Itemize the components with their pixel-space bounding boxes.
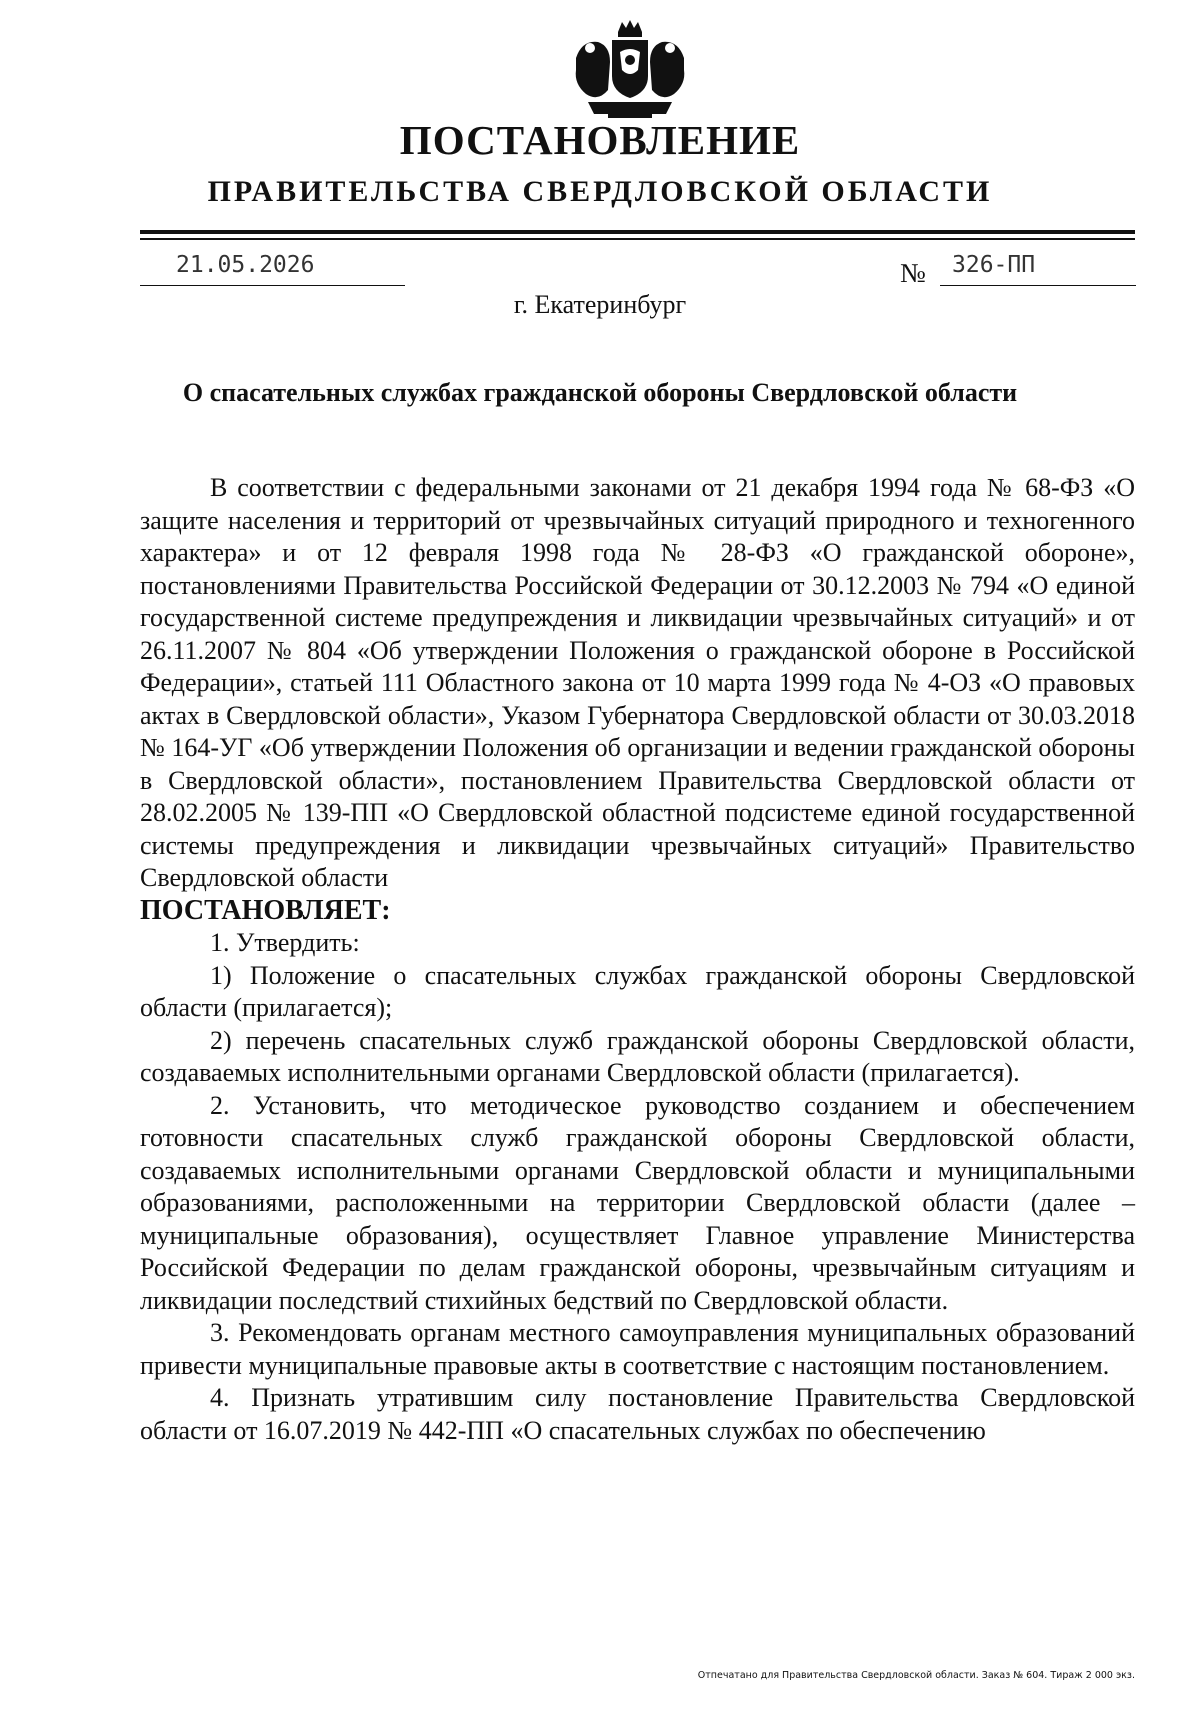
header-divider-thin xyxy=(140,238,1135,240)
clause-paragraph: 1) Положение о спасательных службах гражданской обороны Свердловской области (прилагается); xyxy=(140,960,1135,1022)
document-heading: О спасательных службах гражданской обороны Свердловской области xyxy=(182,378,1018,407)
issuer-subtitle: ПРАВИТЕЛЬСТВА СВЕРДЛОВСКОЙ ОБЛАСТИ xyxy=(207,175,993,208)
document-body xyxy=(140,472,1135,1447)
document-city: г. Екатеринбург xyxy=(513,290,687,319)
coat-of-arms-icon xyxy=(568,18,692,120)
clause-paragraph: 3. Рекомендовать органам местного самоуправления муниципальных образований привести муниципальные правовые акты в соответствие с настоящим постановлением. xyxy=(140,1318,1135,1380)
preamble-paragraph: В соответствии с федеральными законами от 21 декабря 1994 года № 68-ФЗ «О защите населения и территорий от чрезвычайных ситуаций природного и техногенного характера» и от 12 февраля 1998 года № 28-ФЗ «О гражданской обороне», постановлениями Правительства Российской Федерации от 30.12.2003 № 794 «О единой государственной системе предупреждения и ликвидации чрезвычайных ситуаций» и от 26.11.2007 № 804 «Об утверждении Положения о гражданской обороне в Российской Федерации», статьей 111 Областного закона от 10 марта 1999 года № 4-ОЗ «О правовых актах в Свердловской области», Указом Губернатора Свердловской области от 30.03.2018 № 164-УГ «Об утверждении Положения об организации и ведении гражданской обороны в Свердловской области», постановлением Правительства Свердловской области от 28.02.2005 № 139-ПП «О Свердловской областной подсистеме единой государственной системы предупреждения и ликвидации чрезвычайных ситуаций» Правительство Свердловской области xyxy=(140,473,1135,892)
document-type-title: ПОСТАНОВЛЕНИЕ xyxy=(399,117,801,163)
number-label: № xyxy=(900,258,926,288)
header-divider-thick xyxy=(140,230,1135,234)
document-date: 21.05.2026 xyxy=(140,250,405,286)
print-footer: Отпечатано для Правительства Свердловской области. Заказ № 604. Тираж 2 000 экз. xyxy=(697,1670,1135,1681)
clause-paragraph: 2) перечень спасательных служб гражданской обороны Свердловской области, создаваемых исполнительными органами Свердловской области (прилагается). xyxy=(140,1025,1135,1087)
document-number: 326-ПП xyxy=(940,250,1136,286)
decree-word: ПОСТАНОВЛЯЕТ: xyxy=(140,894,391,926)
clause-paragraph: 1. Утвердить: xyxy=(210,928,360,957)
clause-paragraph: 2. Установить, что методическое руководство созданием и обеспечением готовности спасательных служб гражданской обороны Свердловской области, создаваемых исполнительными органами Свердловской области и муниципальными образованиями, расположенными на территории Свердловской области (далее – муниципальные образования), осуществляет Главное управление Министерства Российской Федерации по делам гражданской обороны, чрезвычайным ситуациям и ликвидации последствий стихийных бедствий по Свердловской области. xyxy=(140,1090,1135,1315)
clause-paragraph: 4. Признать утратившим силу постановление Правительства Свердловской области от 16.07.2019 № 442-ПП «О спасательных службах по обеспечению xyxy=(140,1383,1135,1445)
